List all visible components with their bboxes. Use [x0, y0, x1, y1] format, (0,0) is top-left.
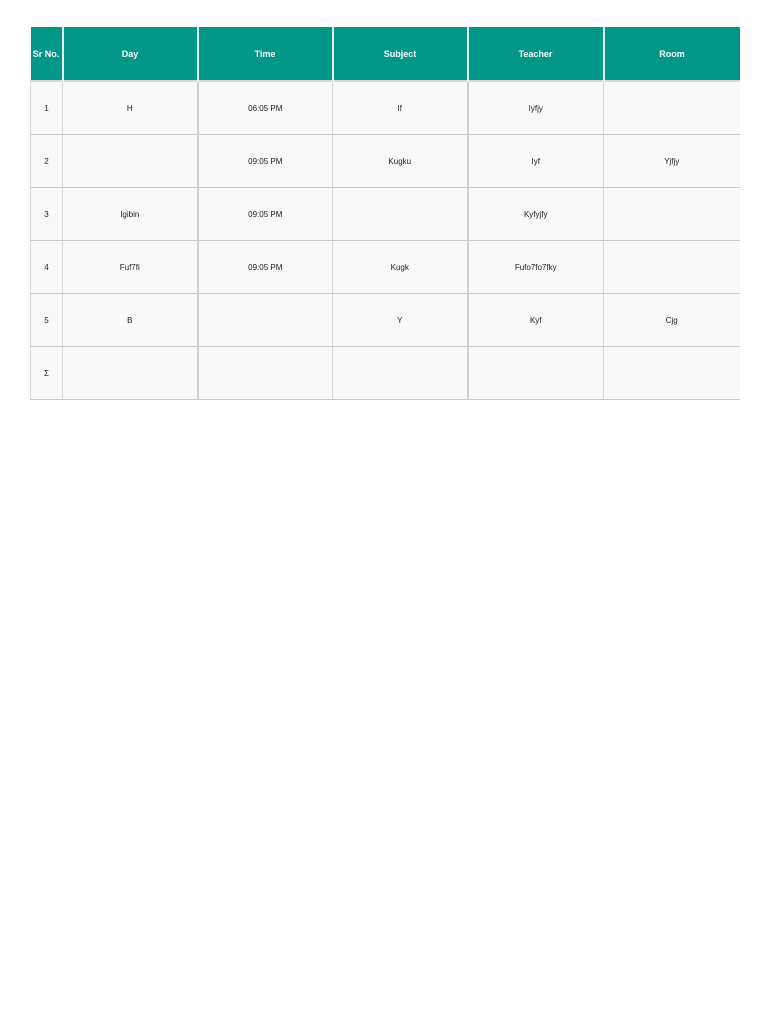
cell-time[interactable]: 09:05 PM [198, 188, 333, 241]
cell-room[interactable]: Yjfjy [604, 135, 740, 188]
cell-room[interactable] [604, 81, 740, 135]
header-row [31, 27, 740, 81]
header-room[interactable]: Room [604, 27, 740, 81]
timetable-sheet [30, 27, 740, 400]
cell-day[interactable] [63, 135, 198, 188]
table-row [31, 294, 740, 347]
table-row [31, 241, 740, 294]
cell-subject[interactable] [333, 347, 468, 400]
cell-room[interactable] [604, 241, 740, 294]
cell-subject[interactable]: Kugk [333, 241, 468, 294]
header-day[interactable]: Day [63, 27, 198, 81]
cell-day[interactable] [63, 347, 198, 400]
header-time[interactable]: Time [198, 27, 333, 81]
header-teacher[interactable]: Teacher [468, 27, 604, 81]
cell-subject[interactable]: If [333, 81, 468, 135]
summary-row [31, 347, 740, 400]
cell-sr-no[interactable]: 1 [31, 81, 63, 135]
cell-room[interactable] [604, 188, 740, 241]
cell-teacher[interactable]: Fufo7fo7fky [468, 241, 604, 294]
table-row [31, 81, 740, 135]
table-row [31, 188, 740, 241]
cell-room[interactable] [604, 347, 740, 400]
cell-subject[interactable] [333, 188, 468, 241]
cell-sr-no[interactable]: 2 [31, 135, 63, 188]
timetable [30, 27, 740, 400]
cell-time[interactable] [198, 347, 333, 400]
cell-sr-no[interactable]: 4 [31, 241, 63, 294]
cell-subject[interactable]: Y [333, 294, 468, 347]
cell-subject[interactable]: Kugku [333, 135, 468, 188]
header-sr-no[interactable]: Sr No. [31, 27, 63, 81]
cell-day[interactable]: Fuf7fi [63, 241, 198, 294]
table-row [31, 135, 740, 188]
cell-time[interactable]: 06:05 PM [198, 81, 333, 135]
cell-sum-symbol: Σ [31, 347, 63, 400]
cell-day[interactable]: Igibin [63, 188, 198, 241]
cell-teacher[interactable]: Iyfjy [468, 81, 604, 135]
cell-teacher[interactable]: Iyf [468, 135, 604, 188]
cell-time[interactable] [198, 294, 333, 347]
cell-teacher[interactable]: Kyf [468, 294, 604, 347]
cell-sr-no[interactable]: 5 [31, 294, 63, 347]
cell-teacher[interactable] [468, 347, 604, 400]
cell-time[interactable]: 09:05 PM [198, 135, 333, 188]
cell-day[interactable]: B [63, 294, 198, 347]
header-subject[interactable]: Subject [333, 27, 468, 81]
cell-time[interactable]: 09:05 PM [198, 241, 333, 294]
cell-day[interactable]: H [63, 81, 198, 135]
cell-sr-no[interactable]: 3 [31, 188, 63, 241]
cell-teacher[interactable]: Kyfyjfy [468, 188, 604, 241]
cell-room[interactable]: Cjg [604, 294, 740, 347]
